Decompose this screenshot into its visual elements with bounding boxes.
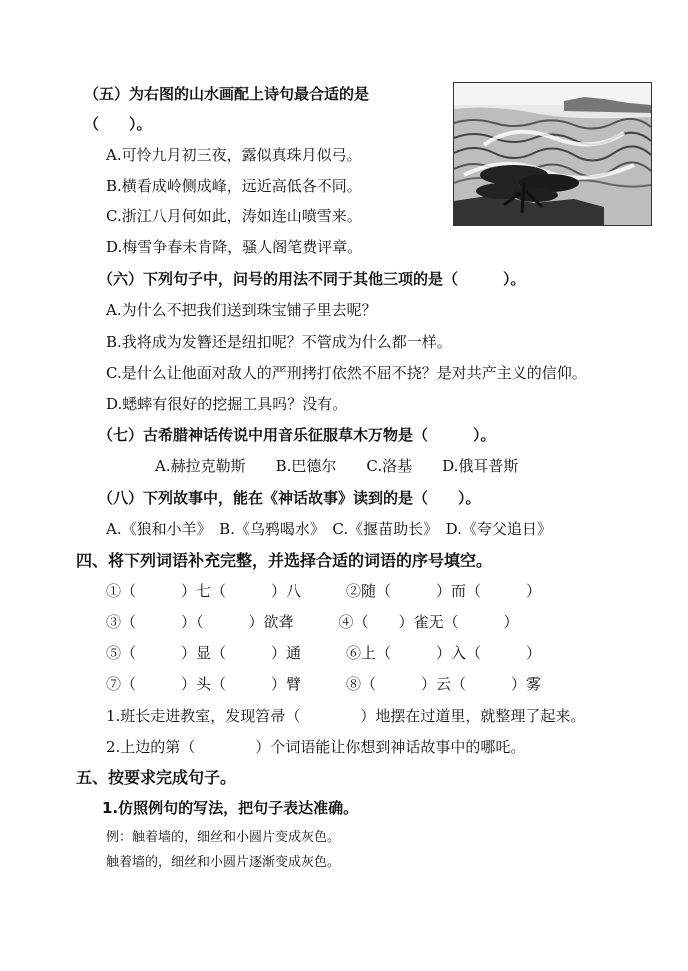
answer-sentence: 触着墙的，细丝和小圆片逐渐变成灰色。 — [106, 855, 341, 870]
q8-stem: （八）下列故事中，能在《神话故事》读到的是（ ）。 — [98, 489, 481, 507]
idiom-row-3[interactable]: ⑤（ ）显（ ）通 ⑥上（ ）入（ ） — [106, 644, 542, 662]
section5-title: 五、按要求完成句子。 — [76, 768, 237, 787]
idiom-row-4[interactable]: ⑦（ ）头（ ）臂 ⑧（ ）云（ ）雾 — [106, 675, 542, 693]
section4-question-1: 1.班长走进教室，发现笤帚（ ）地摆在过道里，就整理了起来。 — [106, 707, 586, 725]
q6-option-d: D.蟋蟀有很好的挖掘工具吗？没有。 — [106, 395, 348, 413]
q6-option-b: B.我将成为发簪还是纽扣呢？不管成为什么都一样。 — [106, 333, 452, 351]
section4-question-2: 2.上边的第（ ）个词语能让你想到神话故事中的哪吒。 — [106, 738, 526, 756]
q5-option-a: A.可怜九月初三夜，露似真珠月似弓。 — [106, 146, 362, 164]
q5-answer-blank[interactable]: （ ）。 — [84, 115, 152, 133]
seascape-illustration — [454, 83, 651, 225]
q5-option-c: C.浙江八月何如此，涛如连山喷雪来。 — [106, 207, 362, 225]
section4-title: 四、将下列词语补充完整，并选择合适的词语的序号填空。 — [76, 551, 493, 570]
q8-options: A.《狼和小羊》 B.《乌鸦喝水》 C.《揠苗助长》 D.《夸父追日》 — [106, 520, 552, 538]
q7-options: A.赫拉克勒斯 B.巴德尔 C.洛基 D.俄耳普斯 — [155, 457, 519, 475]
q6-stem: （六）下列句子中，问号的用法不同于其他三项的是（ ）。 — [98, 270, 526, 288]
q6-option-a: A.为什么不把我们送到珠宝铺子里去呢？ — [106, 301, 377, 319]
q5-option-b: B.横看成岭侧成峰，远近高低各不同。 — [106, 177, 362, 195]
landscape-painting — [453, 82, 652, 226]
idiom-row-2[interactable]: ③（ ）（ ）欲聋 ④（ ）雀无（ ） — [106, 613, 519, 631]
q5-option-d: D.梅雪争春未肯降，骚人阁笔费评章。 — [106, 238, 363, 256]
q7-stem: （七）古希腊神话传说中用音乐征服草木万物是（ ）。 — [98, 426, 496, 444]
q5-stem: （五）为右图的山水画配上诗句最合适的是 — [84, 85, 370, 103]
section5-question-1: 1.仿照例句的写法，把句子表达准确。 — [102, 799, 359, 817]
example-sentence: 例：触着墙的，细丝和小圆片变成灰色。 — [106, 830, 341, 845]
idiom-row-1[interactable]: ①（ ）七（ ）八 ②随（ ）而（ ） — [106, 582, 542, 600]
q6-option-c: C.是什么让他面对敌人的严刑拷打依然不屈不挠？是对共产主义的信仰。 — [106, 364, 587, 382]
